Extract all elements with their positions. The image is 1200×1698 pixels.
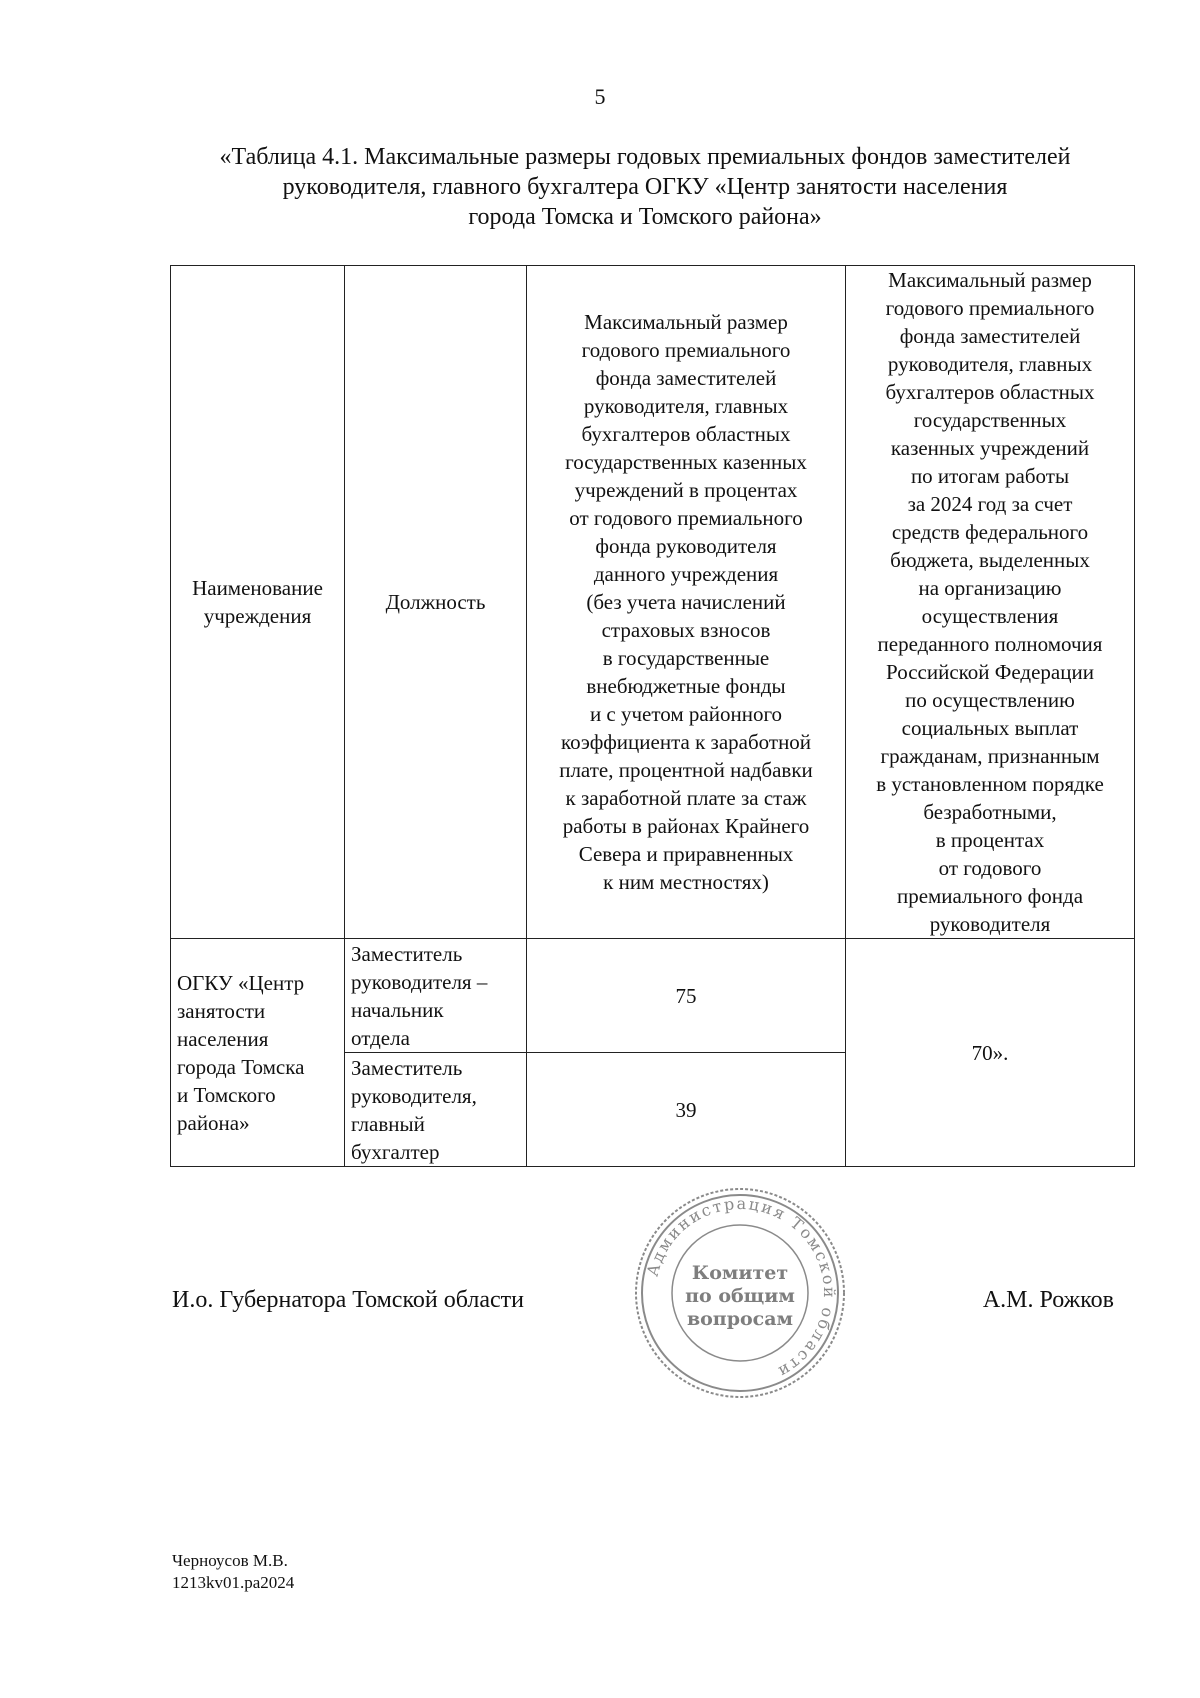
cell-line: осуществления xyxy=(921,604,1059,628)
caption-line: города Томска и Томского района» xyxy=(468,204,822,230)
cell-line: фонда заместителей xyxy=(899,324,1081,348)
header-institution xyxy=(171,266,345,939)
cell-line: главный xyxy=(351,1111,425,1136)
cell-line: работы в районах Крайнего xyxy=(562,814,810,838)
cell-line: за 2024 год за счет xyxy=(907,492,1073,516)
cell-line: средств федерального xyxy=(891,520,1089,544)
table-caption xyxy=(150,142,1140,232)
cell-line: руководителя, главных xyxy=(583,394,789,418)
cell-line: руководителя xyxy=(929,912,1051,936)
footer-info xyxy=(172,1550,294,1594)
cell-line: (без учета начислений xyxy=(586,590,786,614)
cell-line: занятости xyxy=(177,998,266,1023)
cell-line: Максимальный размер xyxy=(584,310,788,334)
cell-line: города Томска xyxy=(177,1054,305,1079)
percent-cell: 75 xyxy=(527,939,846,1053)
cell-line: годового премиального xyxy=(581,338,791,362)
cell-line: к заработной плате за стаж xyxy=(565,786,807,810)
header-max-fund-federal xyxy=(846,266,1135,939)
page-number: 5 xyxy=(594,84,606,109)
signatory-title: И.о. Губернатора Томской области xyxy=(172,1287,524,1313)
cell-line: Заместитель xyxy=(351,1055,463,1080)
cell-line: населения xyxy=(177,1026,269,1051)
cell-line: руководителя, главных xyxy=(887,352,1093,376)
cell-line: бюджета, выделенных xyxy=(890,548,1090,572)
cell-line: Российской Федерации xyxy=(886,660,1094,684)
institution-name-cell xyxy=(171,939,345,1167)
cell-line: в процентах xyxy=(935,828,1045,852)
cell-line: бухгалтеров областных xyxy=(581,422,791,446)
cell-line: по осуществлению xyxy=(905,688,1075,712)
cell-line: фонда заместителей xyxy=(595,366,777,390)
stamp-center-line: Комитет xyxy=(691,1262,789,1284)
cell-line: и с учетом районного xyxy=(589,702,783,726)
cell-line: премиального фонда xyxy=(896,884,1084,908)
signatory-name: А.М. Рожков xyxy=(982,1287,1114,1313)
cell-line: гражданам, признанным xyxy=(880,744,1100,768)
cell-line: к ним местностях) xyxy=(603,870,769,894)
cell-line: государственных казенных xyxy=(565,450,807,474)
cell-line: плате, процентной надбавки xyxy=(559,758,813,782)
percent-cell: 39 xyxy=(527,1053,846,1167)
cell-line: Севера и приравненных xyxy=(578,842,794,866)
premium-fund-table xyxy=(170,265,1135,1167)
table-row xyxy=(171,939,1135,1053)
cell-line: Максимальный размер xyxy=(888,268,1092,292)
footer-author: Черноусов М.В. xyxy=(172,1551,288,1570)
cell-line: коэффициента к заработной xyxy=(560,730,812,754)
cell-line: фонда руководителя xyxy=(595,534,777,558)
cell-line: в государственные xyxy=(602,646,770,670)
cell-line: Наименование xyxy=(192,576,323,600)
stamp-center-line: по общим xyxy=(685,1285,795,1307)
cell-line: переданного полномочия xyxy=(877,632,1103,656)
cell-line: на организацию xyxy=(918,576,1062,600)
cell-line: руководителя, xyxy=(351,1083,477,1108)
cell-line: района» xyxy=(177,1110,250,1135)
cell-line: бухгалтеров областных xyxy=(885,380,1095,404)
cell-line: от годового премиального xyxy=(569,506,803,530)
caption-line: руководителя, главного бухгалтера ОГКУ «Центр занятости населения xyxy=(282,174,1008,200)
cell-line: государственных xyxy=(913,408,1067,432)
position-cell xyxy=(345,939,527,1053)
cell-line: отдела xyxy=(351,1025,410,1050)
federal-percent-cell: 70». xyxy=(846,939,1135,1167)
header-position xyxy=(345,266,527,939)
cell-line: внебюджетные фонды xyxy=(586,674,786,698)
cell-line: Заместитель xyxy=(351,941,463,966)
cell-line: Должность xyxy=(385,590,486,614)
footer-doc-code: 1213kv01.pa2024 xyxy=(172,1573,295,1592)
cell-line: годового премиального xyxy=(885,296,1095,320)
cell-line: данного учреждения xyxy=(593,562,779,586)
cell-line: от годового xyxy=(938,856,1042,880)
cell-line: ОГКУ «Центр xyxy=(177,970,305,995)
cell-line: руководителя – xyxy=(351,969,488,994)
cell-line: социальных выплат xyxy=(901,716,1079,740)
position-cell xyxy=(345,1053,527,1167)
cell-line: начальник xyxy=(351,997,444,1022)
official-stamp xyxy=(632,1185,848,1401)
cell-line: безработными, xyxy=(923,800,1057,824)
stamp-center-line: вопросам xyxy=(686,1308,794,1330)
cell-line: учреждений в процентах xyxy=(574,478,798,502)
cell-line: казенных учреждений xyxy=(890,436,1090,460)
cell-line: страховых взносов xyxy=(601,618,771,642)
header-max-fund-percent xyxy=(527,266,846,939)
cell-line: учреждения xyxy=(203,604,312,628)
cell-line: и Томского xyxy=(177,1082,276,1107)
cell-line: в установленном порядке xyxy=(876,772,1104,796)
table-header-row xyxy=(171,266,1135,939)
stamp-ring-text: Администрация Томской области xyxy=(642,1193,840,1383)
caption-line: «Таблица 4.1. Максимальные размеры годовых премиальных фондов заместителей xyxy=(219,144,1071,170)
cell-line: по итогам работы xyxy=(910,464,1070,488)
cell-line: бухгалтер xyxy=(351,1139,440,1164)
